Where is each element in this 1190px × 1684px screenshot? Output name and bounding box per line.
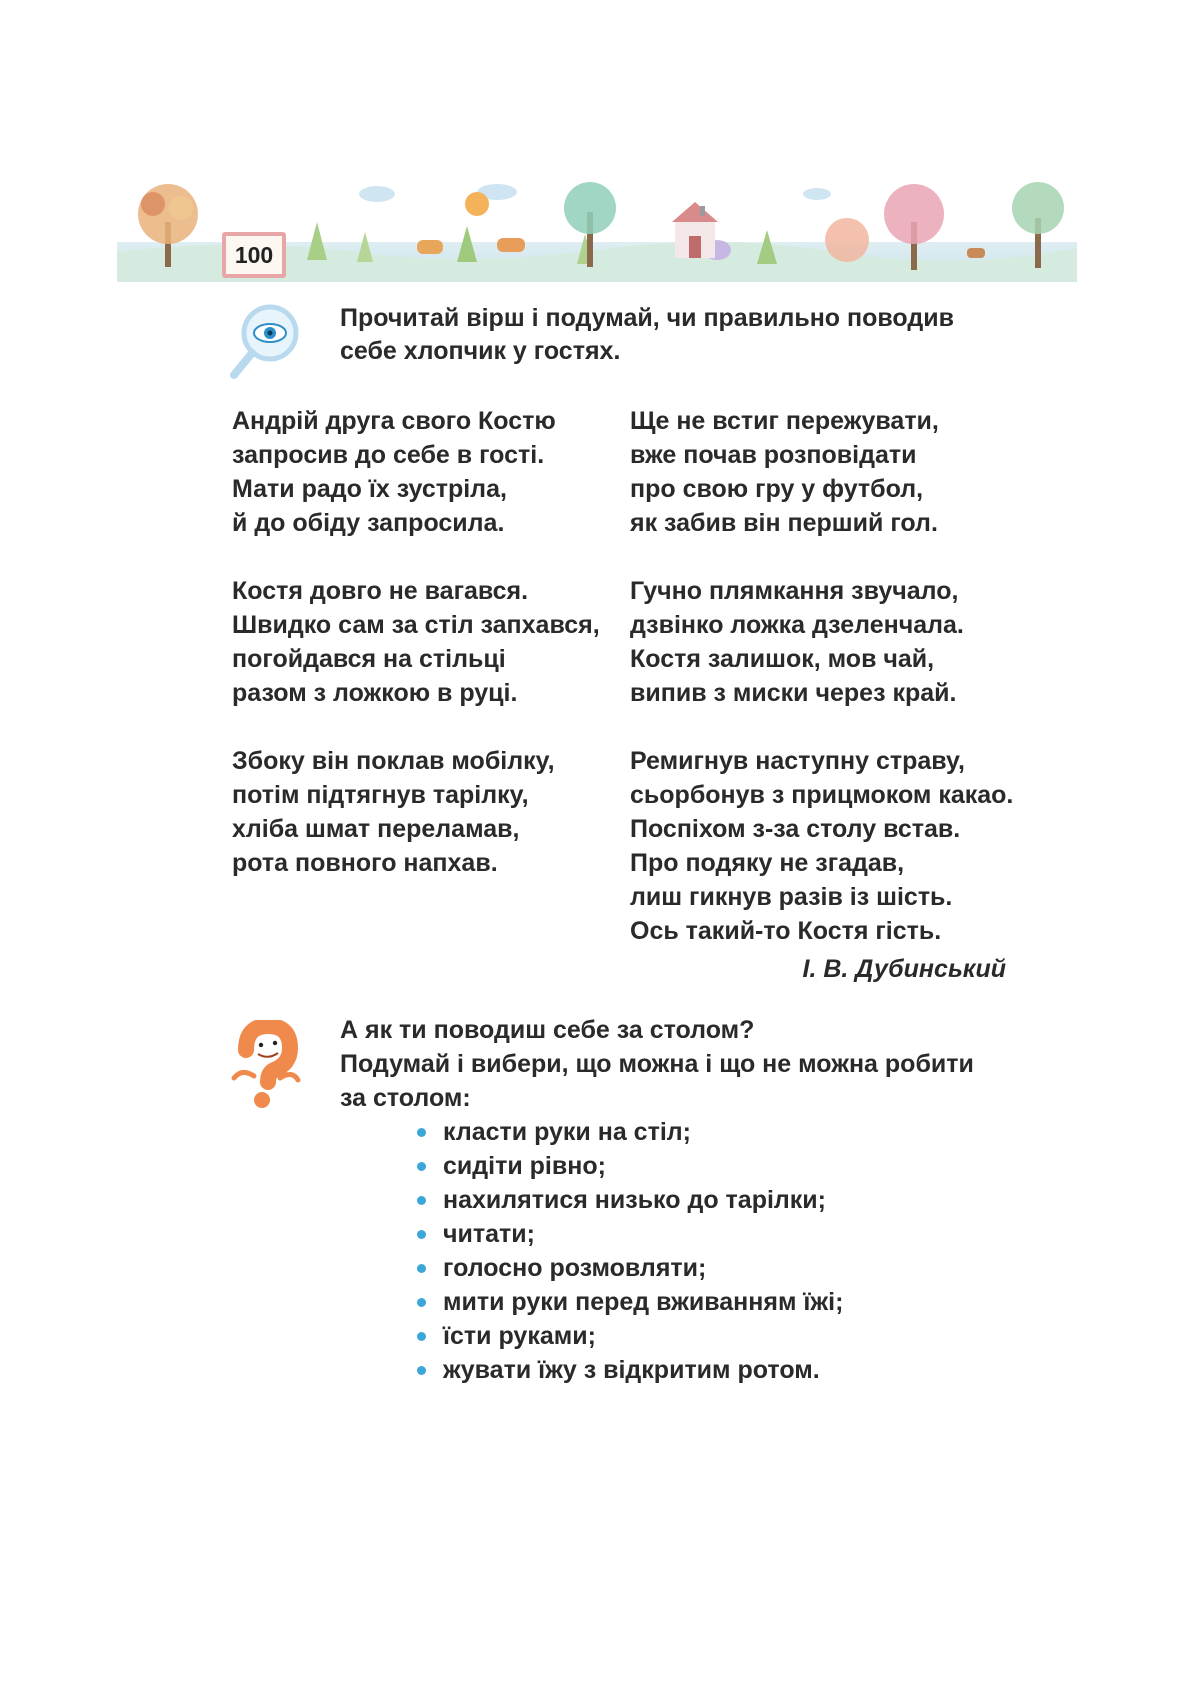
bullet-dot-icon [417, 1230, 426, 1239]
list-item [415, 1353, 843, 1387]
poem-line: Про подяку не згадав, [630, 849, 905, 877]
intro-line: Прочитай вірш і подумай, чи правильно поводив [340, 304, 954, 332]
poem-line: запросив до себе в гості. [232, 441, 545, 469]
list-item-text: голосно розмовляти; [443, 1254, 707, 1282]
poem-line: про свою гру у футбол, [630, 475, 924, 503]
poem-line: потім підтягнув тарілку, [232, 781, 529, 809]
poem-line: й до обіду запросила. [232, 509, 505, 537]
poem-line: як забив він перший гол. [630, 509, 938, 537]
poem-line: Андрій друга свого Костю [232, 407, 556, 435]
list-item [415, 1285, 843, 1319]
question-mark-character-icon [228, 1020, 308, 1110]
poem-line: Поспіхом з-за столу встав. [630, 815, 961, 843]
poem-line: сьорбонув з прицмоком какао. [630, 781, 1014, 809]
list-item [415, 1149, 843, 1183]
poem-stanza [630, 574, 1070, 710]
question-text [340, 1013, 1040, 1115]
list-item [415, 1319, 843, 1353]
intro-line: себе хлопчик у гостях. [340, 337, 621, 365]
poem-line: Гучно плямкання звучало, [630, 577, 959, 605]
poem-stanza [630, 744, 1070, 948]
intro-instruction [340, 302, 1060, 368]
poem-line: вже почав розповідати [630, 441, 917, 469]
poem-stanza [232, 404, 652, 540]
poem-line: Швидко сам за стіл запхався, [232, 611, 600, 639]
list-item [415, 1217, 843, 1251]
poem-line: Ремигнув наступну страву, [630, 747, 965, 775]
bullet-dot-icon [417, 1366, 426, 1375]
magnifier-eye-icon [230, 303, 320, 383]
list-item-text: жувати їжу з відкритим ротом. [443, 1356, 820, 1384]
poem-line: дзвінко ложка дзеленчала. [630, 611, 964, 639]
list-item [415, 1183, 843, 1217]
options-list [415, 1115, 843, 1387]
bullet-dot-icon [417, 1196, 426, 1205]
question-line: за столом: [340, 1084, 471, 1112]
poem-line: хліба шмат переламав, [232, 815, 520, 843]
poem-line: Костя залишок, мов чай, [630, 645, 935, 673]
bullet-dot-icon [417, 1162, 426, 1171]
poem-column-right [630, 404, 1070, 982]
bullet-dot-icon [417, 1264, 426, 1273]
list-item-text: нахилятися низько до тарілки; [443, 1186, 826, 1214]
list-item-text: мити руки перед вживанням їжі; [443, 1288, 844, 1316]
poem-line: Костя довго не вагався. [232, 577, 529, 605]
poem-stanza [232, 574, 652, 710]
poem-author: І. В. Дубинський [802, 955, 1006, 983]
poem-line: Ось такий-то Костя гість. [630, 917, 942, 945]
poem-line: випив з миски через край. [630, 679, 957, 707]
poem-line: Мати радо їх зустріла, [232, 475, 507, 503]
bullet-dot-icon [417, 1128, 426, 1137]
list-item-text: читати; [443, 1220, 535, 1248]
question-line: Подумай і вибери, що можна і що не можна робити [340, 1050, 974, 1078]
poem-stanza [232, 744, 652, 880]
poem-line: лиш гикнув разів із шість. [630, 883, 953, 911]
list-item [415, 1251, 843, 1285]
list-item-text: класти руки на стіл; [443, 1118, 691, 1146]
poem-line: Ще не встиг пережувати, [630, 407, 939, 435]
list-item-text: сидіти рівно; [443, 1152, 606, 1180]
poem-line: погойдався на стільці [232, 645, 506, 673]
poem-stanza [630, 404, 1070, 540]
question-line: А як ти поводиш себе за столом? [340, 1016, 755, 1044]
list-item [415, 1115, 843, 1149]
bullet-dot-icon [417, 1298, 426, 1307]
poem-line: рота повного напхав. [232, 849, 498, 877]
poem-line: Збоку він поклав мобілку, [232, 747, 555, 775]
poem-line: разом з ложкою в руці. [232, 679, 518, 707]
poem-column-left [232, 404, 652, 914]
bullet-dot-icon [417, 1332, 426, 1341]
list-item-text: їсти руками; [443, 1322, 596, 1350]
page-number: 100 [222, 232, 286, 278]
